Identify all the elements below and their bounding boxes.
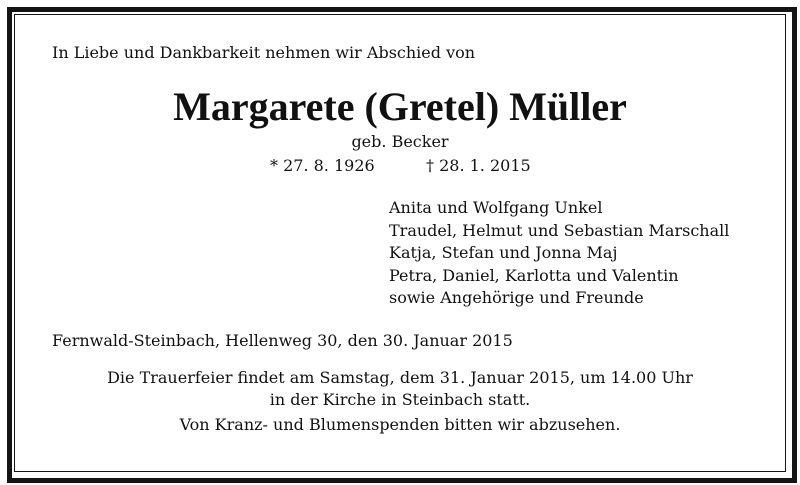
mourner-line: Anita und Wolfgang Unkel [389,198,603,217]
mourner-line: Petra, Daniel, Karlotta und Valentin [389,265,679,285]
funeral-service-line-2: in der Kirche in Steinbach statt. [269,390,531,409]
mourner-line: Katja, Stefan und Jonna Maj [389,243,618,262]
maiden-name: geb. Becker [351,132,449,151]
death-date: † 28. 1. 2015 [426,156,531,175]
intro-text: In Liebe und Dankbarkeit nehmen wir Abschied von [52,43,476,62]
mourner-line: sowie Angehörige und Freunde [389,288,644,307]
mourner-line: Traudel, Helmut und Sebastian Marschall [389,220,730,240]
mourners-list [389,197,729,310]
birth-date: * 27. 8. 1926 [270,156,375,175]
place-and-date: Fernwald-Steinbach, Hellenweg 30, den 30. Januar 2015 [52,331,513,350]
funeral-service-line-1: Die Trauerfeier findet am Samstag, dem 31. Januar 2015, um 14.00 Uhr [107,368,693,387]
deceased-name: Margarete (Gretel) Müller [173,84,627,129]
wreath-request-note: Von Kranz- und Blumenspenden bitten wir abzusehen. [179,415,621,434]
